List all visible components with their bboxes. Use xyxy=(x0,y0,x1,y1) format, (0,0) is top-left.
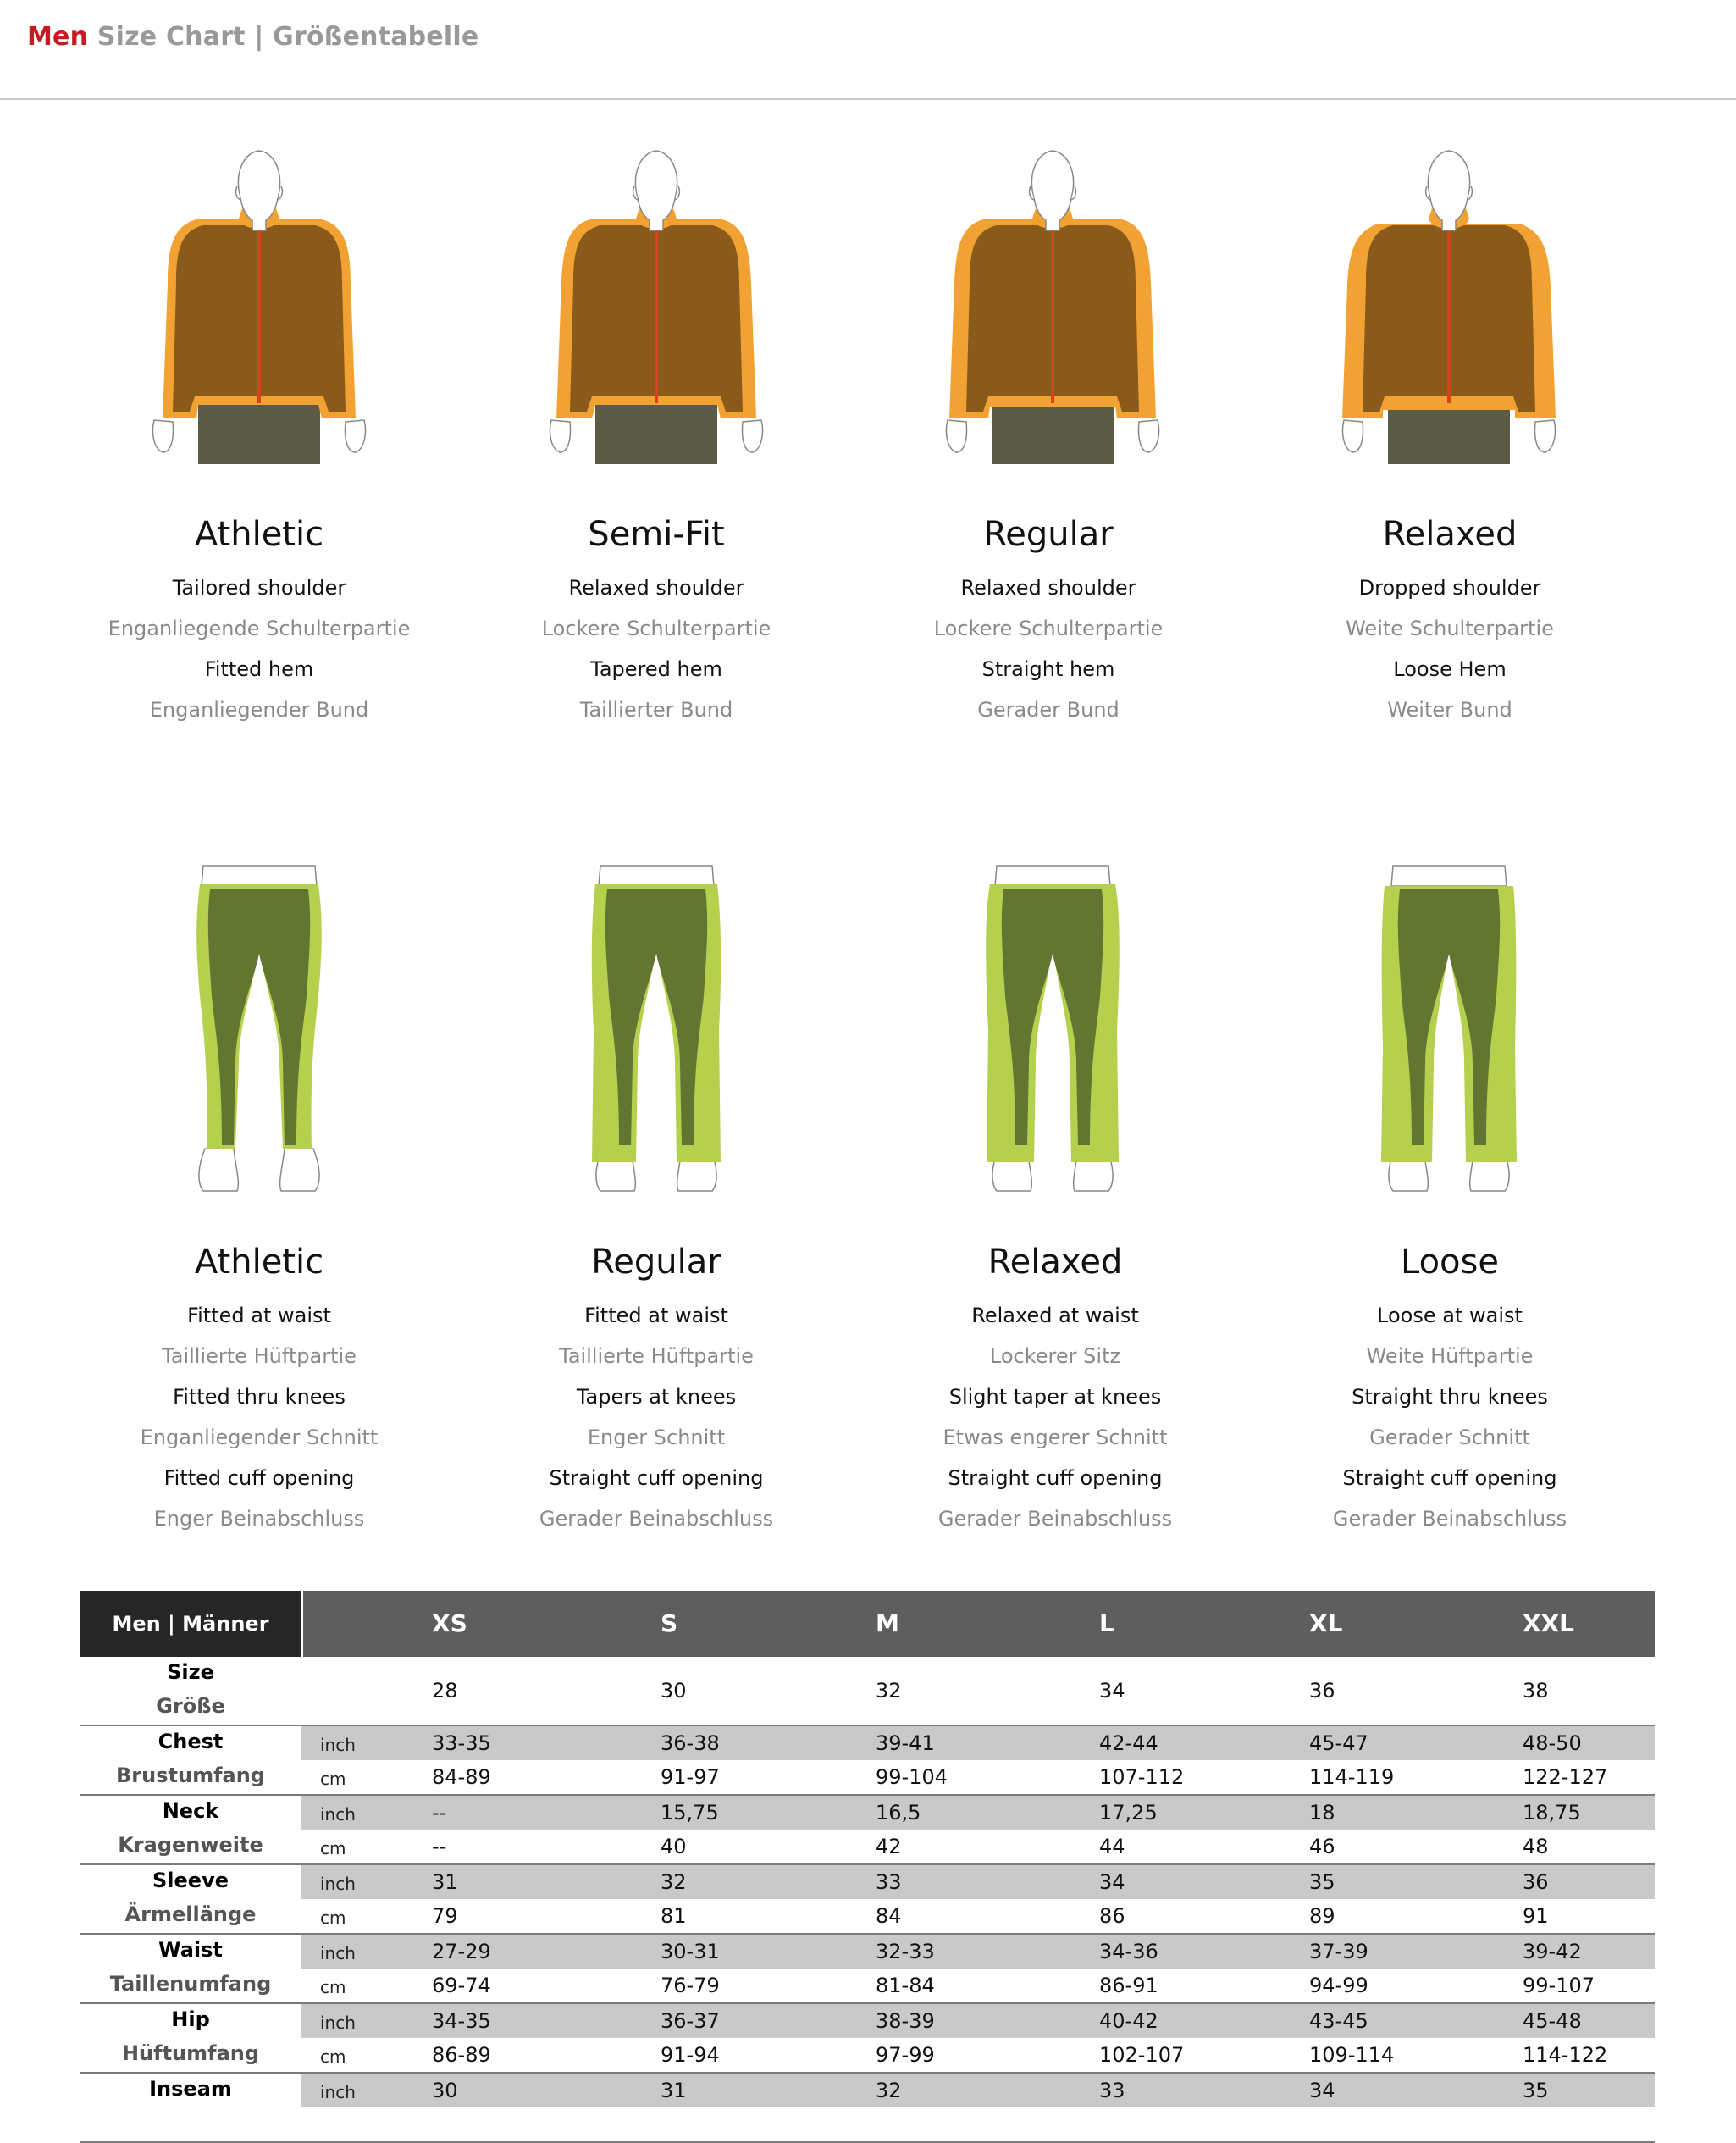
fit-title: Regular xyxy=(983,515,1114,554)
header-men: Men xyxy=(27,22,89,52)
fit-line: Weiter Bund xyxy=(1387,698,1512,722)
fit-line: Loose Hem xyxy=(1393,657,1507,681)
fit-line: Tapered hem xyxy=(590,657,722,681)
table-cell: 44 xyxy=(1099,1835,1125,1858)
table-cell: 91-97 xyxy=(661,1765,720,1789)
table-cell: 33 xyxy=(1099,2079,1125,2102)
table-cell: 86-89 xyxy=(432,2043,491,2067)
pants-fit-relaxed xyxy=(869,1241,1241,1539)
table-cell: 36-37 xyxy=(661,2009,720,2033)
fit-line: Straight hem xyxy=(981,657,1115,681)
jacket-figure-icon xyxy=(149,147,369,474)
fit-line: Weite Schulterpartie xyxy=(1346,617,1554,640)
size-table xyxy=(80,1591,1655,2143)
fit-line: Taillierter Bund xyxy=(579,698,733,722)
table-cell: 48 xyxy=(1523,1835,1549,1858)
size-header: S xyxy=(661,1609,678,1637)
table-corner-label: Men | Männer xyxy=(80,1591,301,1657)
table-cell: 76-79 xyxy=(661,1974,720,1997)
table-cell: 36 xyxy=(1309,1679,1335,1703)
fit-line: Gerader Bund xyxy=(977,698,1120,722)
table-cell: 37-39 xyxy=(1309,1940,1368,1963)
table-cell: 38 xyxy=(1523,1679,1549,1703)
unit-label-inch: inch xyxy=(320,1804,356,1825)
size-header: L xyxy=(1099,1609,1114,1637)
cm-row-bg xyxy=(301,1830,1655,1863)
unit-label-cm: cm xyxy=(320,1769,346,1789)
table-row-neck xyxy=(80,1796,1655,1865)
fit-title: Relaxed xyxy=(1382,515,1518,554)
table-cell: 18 xyxy=(1309,1801,1335,1825)
jacket-figure-icon xyxy=(1339,147,1559,474)
fit-title: Athletic xyxy=(194,1243,324,1282)
table-row-chest xyxy=(80,1726,1655,1796)
fit-line: Fitted at waist xyxy=(187,1304,331,1327)
table-cell: 42 xyxy=(876,1835,902,1858)
table-cell: 89 xyxy=(1309,1904,1335,1928)
fit-line: Gerader Beinabschluss xyxy=(539,1507,774,1531)
size-header: M xyxy=(876,1609,899,1637)
table-cell: 34 xyxy=(1099,1870,1125,1894)
table-cell: 31 xyxy=(432,1870,458,1894)
fit-line: Tapers at knees xyxy=(576,1385,737,1409)
unit-label-inch: inch xyxy=(320,2013,356,2033)
size-header: XS xyxy=(432,1609,467,1637)
row-label-de: Brustumfang xyxy=(116,1764,265,1787)
fit-line: Gerader Schnitt xyxy=(1369,1426,1530,1449)
table-cell: 27-29 xyxy=(432,1940,491,1963)
fit-line: Enganliegender Schnitt xyxy=(140,1426,379,1449)
inch-row-bg xyxy=(301,1935,1655,1969)
pants-fit-loose xyxy=(1263,1241,1636,1539)
table-row-sleeve xyxy=(80,1865,1655,1935)
table-cell: 45-47 xyxy=(1309,1731,1368,1755)
table-header-bar xyxy=(303,1591,1655,1657)
table-cell: 114-119 xyxy=(1309,1765,1395,1789)
fit-line: Enganliegender Bund xyxy=(149,698,369,722)
fit-title: Loose xyxy=(1401,1243,1499,1282)
table-cell: 94-99 xyxy=(1309,1974,1368,1997)
inch-row-bg xyxy=(301,1865,1655,1899)
fit-title: Semi-Fit xyxy=(588,515,725,554)
fit-line: Weite Hüftpartie xyxy=(1366,1344,1534,1368)
row-label-en: Sleeve xyxy=(152,1869,229,1892)
pants-fit-regular xyxy=(470,1241,843,1539)
table-row-hip xyxy=(80,2004,1655,2074)
jacket-fit-athletic xyxy=(73,513,445,730)
table-cell: 84-89 xyxy=(432,1765,491,1789)
pants-figure-icon xyxy=(589,861,724,1196)
pants-figure-icon xyxy=(985,861,1120,1196)
table-cell: 45-48 xyxy=(1523,2009,1582,2033)
fit-line: Enger Beinabschluss xyxy=(153,1507,365,1531)
inch-row-bg xyxy=(301,2074,1655,2107)
fit-line: Gerader Beinabschluss xyxy=(1332,1507,1567,1531)
table-cell: 35 xyxy=(1309,1870,1335,1894)
row-label-de: Ärmellänge xyxy=(124,1902,257,1926)
fit-line: Slight taper at knees xyxy=(948,1385,1162,1409)
fit-line: Lockere Schulterpartie xyxy=(541,617,771,640)
table-cell: 32 xyxy=(876,2079,902,2102)
table-header xyxy=(80,1591,1655,1657)
table-cell: 91-94 xyxy=(661,2043,720,2067)
fit-line: Taillierte Hüftpartie xyxy=(559,1344,754,1368)
table-cell: 34-36 xyxy=(1099,1940,1158,1963)
table-cell: 43-45 xyxy=(1309,2009,1368,2033)
fit-title: Regular xyxy=(591,1243,721,1282)
header-divider xyxy=(0,98,1736,100)
unit-label-inch: inch xyxy=(320,1735,356,1755)
row-label-de: Kragenweite xyxy=(118,1833,263,1857)
pants-fit-athletic xyxy=(73,1241,445,1539)
table-cell: 15,75 xyxy=(661,1801,719,1825)
fit-line: Etwas engerer Schnitt xyxy=(943,1426,1168,1449)
table-row-inseam xyxy=(80,2074,1655,2143)
table-cell: 109-114 xyxy=(1309,2043,1395,2067)
table-cell: 35 xyxy=(1523,2079,1549,2102)
table-cell: 34 xyxy=(1099,1679,1125,1703)
unit-label-cm: cm xyxy=(320,2046,346,2067)
fit-line: Straight cuff opening xyxy=(549,1466,764,1490)
table-cell: 17,25 xyxy=(1099,1801,1158,1825)
table-cell: 38-39 xyxy=(876,2009,935,2033)
fit-line: Relaxed shoulder xyxy=(960,576,1136,600)
pants-figure-icon xyxy=(191,861,327,1196)
table-cell: 122-127 xyxy=(1523,1765,1608,1789)
table-cell: 30 xyxy=(432,2079,458,2102)
table-cell: 32 xyxy=(661,1870,687,1894)
table-cell: 30-31 xyxy=(661,1940,720,1963)
table-cell: 39-41 xyxy=(876,1731,935,1755)
table-cell: 31 xyxy=(661,2079,687,2102)
table-cell: 81-84 xyxy=(876,1974,935,1997)
table-cell: 34 xyxy=(1309,2079,1335,2102)
table-body xyxy=(80,1726,1655,2143)
unit-label-cm: cm xyxy=(320,1908,346,1928)
row-label-en: Hip xyxy=(171,2007,210,2031)
table-cell: 33 xyxy=(876,1870,902,1894)
row-label-en: Chest xyxy=(158,1730,224,1753)
row-label-en: Size xyxy=(167,1660,214,1684)
cm-row-bg xyxy=(301,1899,1655,1933)
fit-line: Gerader Beinabschluss xyxy=(937,1507,1173,1531)
row-label-en: Inseam xyxy=(149,2077,232,2101)
row-label-de: Größe xyxy=(156,1694,225,1718)
fit-line: Taillierte Hüftpartie xyxy=(162,1344,357,1368)
table-cell: 91 xyxy=(1523,1904,1549,1928)
table-cell: 16,5 xyxy=(876,1801,921,1825)
cm-row-bg xyxy=(301,1969,1655,2002)
size-header: XXL xyxy=(1523,1609,1575,1637)
table-cell: 79 xyxy=(432,1904,458,1928)
fit-line: Straight cuff opening xyxy=(1342,1466,1557,1490)
fit-line: Fitted hem xyxy=(204,657,314,681)
fit-line: Fitted cuff opening xyxy=(163,1466,355,1490)
fit-line: Fitted at waist xyxy=(584,1304,728,1327)
row-label-de: Hüftumfang xyxy=(121,2041,260,2065)
fit-line: Straight cuff opening xyxy=(948,1466,1163,1490)
fit-line: Relaxed at waist xyxy=(971,1304,1139,1327)
fit-line: Fitted thru knees xyxy=(173,1385,346,1409)
unit-label-inch: inch xyxy=(320,1874,356,1894)
jacket-figure-icon xyxy=(546,147,766,474)
table-cell: 46 xyxy=(1309,1835,1335,1858)
table-cell: 40 xyxy=(661,1835,687,1858)
table-cell: -- xyxy=(432,1835,447,1858)
table-cell: 42-44 xyxy=(1099,1731,1158,1755)
header-title: Size Chart | Größentabelle xyxy=(97,22,479,52)
table-cell: 40-42 xyxy=(1099,2009,1158,2033)
table-cell: 102-107 xyxy=(1099,2043,1185,2067)
inch-row-bg xyxy=(301,1726,1655,1760)
table-cell: 32 xyxy=(876,1679,902,1703)
unit-label-inch: inch xyxy=(320,1943,356,1963)
table-cell: 32-33 xyxy=(876,1940,935,1963)
inch-row-bg xyxy=(301,1796,1655,1830)
jacket-fit-regular xyxy=(862,513,1235,730)
table-cell: 33-35 xyxy=(432,1731,491,1755)
table-cell: 114-122 xyxy=(1523,2043,1608,2067)
fit-line: Straight thru knees xyxy=(1352,1385,1548,1409)
table-cell: 18,75 xyxy=(1523,1801,1581,1825)
inch-row-bg xyxy=(301,2004,1655,2038)
table-cell: 97-99 xyxy=(876,2043,935,2067)
table-cell: 99-104 xyxy=(876,1765,948,1789)
table-cell: 81 xyxy=(661,1904,687,1928)
fit-line: Lockere Schulterpartie xyxy=(933,617,1164,640)
size-header: XL xyxy=(1309,1609,1343,1637)
table-cell: 28 xyxy=(432,1679,458,1703)
fit-line: Loose at waist xyxy=(1377,1304,1523,1327)
table-cell: 48-50 xyxy=(1523,1731,1582,1755)
jacket-fit-semi-fit xyxy=(470,513,843,730)
fit-line: Tailored shoulder xyxy=(172,576,346,600)
row-label-de: Taillenumfang xyxy=(109,1972,272,1996)
table-cell: 84 xyxy=(876,1904,902,1928)
page-header xyxy=(27,22,478,52)
fit-line: Enger Schnitt xyxy=(587,1426,726,1449)
unit-label-cm: cm xyxy=(320,1977,346,1997)
fit-line: Lockerer Sitz xyxy=(989,1344,1121,1368)
cm-row-bg xyxy=(301,1760,1655,1794)
fit-title: Relaxed xyxy=(987,1243,1123,1282)
unit-label-cm: cm xyxy=(320,1838,346,1858)
table-row-waist xyxy=(80,1935,1655,2004)
fit-line: Dropped shoulder xyxy=(1358,576,1541,600)
row-label-en: Waist xyxy=(158,1938,223,1962)
row-label-en: Neck xyxy=(162,1799,219,1823)
table-cell: 86 xyxy=(1099,1904,1125,1928)
unit-label-inch: inch xyxy=(320,2082,356,2102)
cm-row-bg xyxy=(301,2038,1655,2072)
jacket-figure-icon xyxy=(943,147,1163,474)
table-cell: 30 xyxy=(661,1679,687,1703)
table-cell: 69-74 xyxy=(432,1974,491,1997)
pants-figure-icon xyxy=(1381,861,1517,1196)
table-cell: 36 xyxy=(1523,1870,1549,1894)
fit-line: Enganliegende Schulterpartie xyxy=(108,617,411,640)
table-cell: 34-35 xyxy=(432,2009,491,2033)
table-cell: -- xyxy=(432,1801,447,1825)
fit-title: Athletic xyxy=(194,515,324,554)
table-cell: 107-112 xyxy=(1099,1765,1185,1789)
table-cell: 99-107 xyxy=(1523,1974,1595,1997)
table-cell: 86-91 xyxy=(1099,1974,1158,1997)
table-row-size xyxy=(80,1657,1655,1726)
table-cell: 36-38 xyxy=(661,1731,720,1755)
fit-line: Relaxed shoulder xyxy=(568,576,744,600)
jacket-fit-relaxed xyxy=(1263,513,1636,730)
table-cell: 39-42 xyxy=(1523,1940,1582,1963)
